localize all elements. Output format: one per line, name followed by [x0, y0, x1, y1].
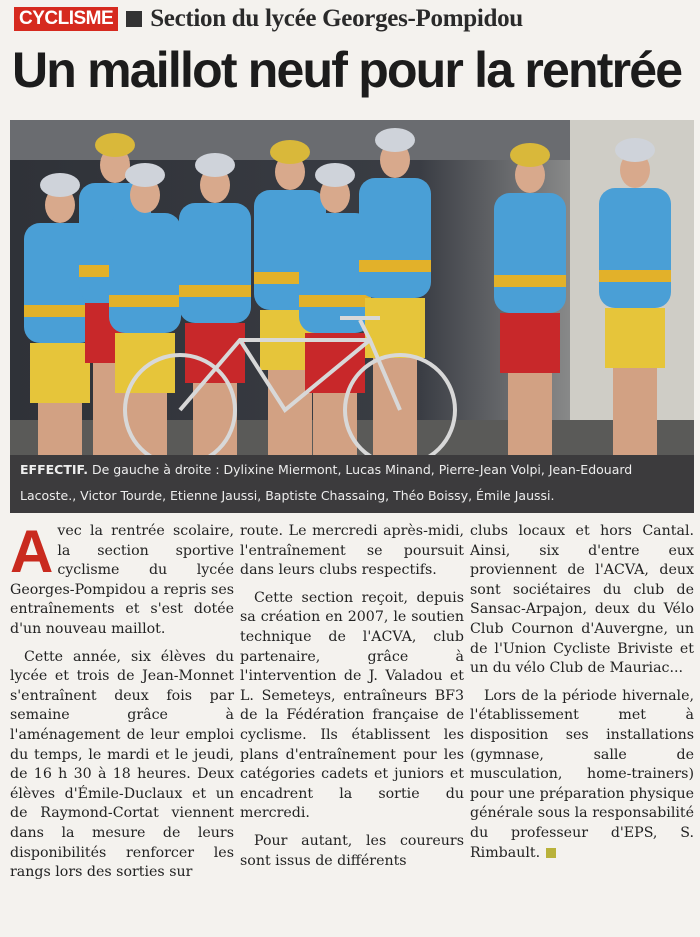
rubric: [14, 6, 523, 32]
caption-text: De gauche à droite : Dylixine Miermont, Lucas Minand, Pierre-Jean Volpi, Jean-Edouard Lacoste., Victor Tourde, Etienne Jaussi, Baptiste Chassaing, Théo Boissy, Émile Jaussi.: [20, 462, 633, 503]
photo-caption: [10, 455, 694, 513]
article-body: [10, 518, 694, 934]
article-paragraph: Cette section reçoit, depuis sa création en 2007, le soutien technique de l'ACVA, club partenaire, grâce à l'intervention de J. Valadou et L. Semeteys, entraîneurs BF3 de la Fédération française de cyclisme. Ils établissent les plans d'entraînement pour les catégories cadets et juniors et encadrent la sortie du mercredi.: [240, 589, 464, 822]
headline: Un maillot neuf pour la rentrée: [12, 42, 682, 98]
team-photo: [10, 120, 694, 455]
article-column-2: [240, 522, 464, 934]
rubric-tag: CYCLISME: [14, 7, 118, 31]
section-title: Section du lycée Georges-Pompidou: [150, 5, 523, 32]
article-paragraph: clubs locaux et hors Cantal. Ainsi, six d'entre eux proviennent de l'ACVA, deux sont sociétaires du club de Sansac-Arpajon, deux du Vélo Club Cournon d'Auvergne, un de l'Union Cycliste Briviste et un du vélo Club de Mauriac...: [470, 523, 694, 677]
caption-label: EFFECTIF.: [20, 462, 88, 477]
article-paragraph: Avec la rentrée scolaire, la section sportive cyclisme du lycée Georges-Pompidou a repris ses entraînements et s'est dotée d'un nouveau maillot.: [10, 518, 234, 637]
article-paragraph: Cette année, six élèves du lycée et trois de Jean-Monnet s'entraînent deux fois par semaine grâce à l'aménagement de leur emploi du temps, le mardi et le jeudi, de 16 h 30 à 18 heures. Deux élèves d'Émile-Duclaux et un de Raymond-Cortat viennent dans la mesure de leurs disponibilités renforcer les rangs lors des sorties sur: [10, 648, 234, 881]
article-column-1: [10, 518, 234, 934]
article-paragraph: Lors de la période hivernale, l'établissement met à disposition ses installations (gymnase, salle de musculation, home-trainers) pour une préparation physique générale sous la responsabilité du professeur d'EPS, S. Rimbault.: [470, 687, 694, 861]
article-paragraph: route. Le mercredi après-midi, l'entraînement se poursuit dans leurs clubs respectifs.: [240, 523, 464, 579]
dropcap: A: [10, 518, 54, 585]
article-paragraph: Pour autant, les coureurs sont issus de différents: [240, 832, 464, 869]
article-column-3: [470, 522, 694, 934]
end-mark-icon: [546, 848, 556, 858]
rubric-square-icon: [126, 11, 142, 27]
team-photo-illustration: [10, 120, 694, 455]
